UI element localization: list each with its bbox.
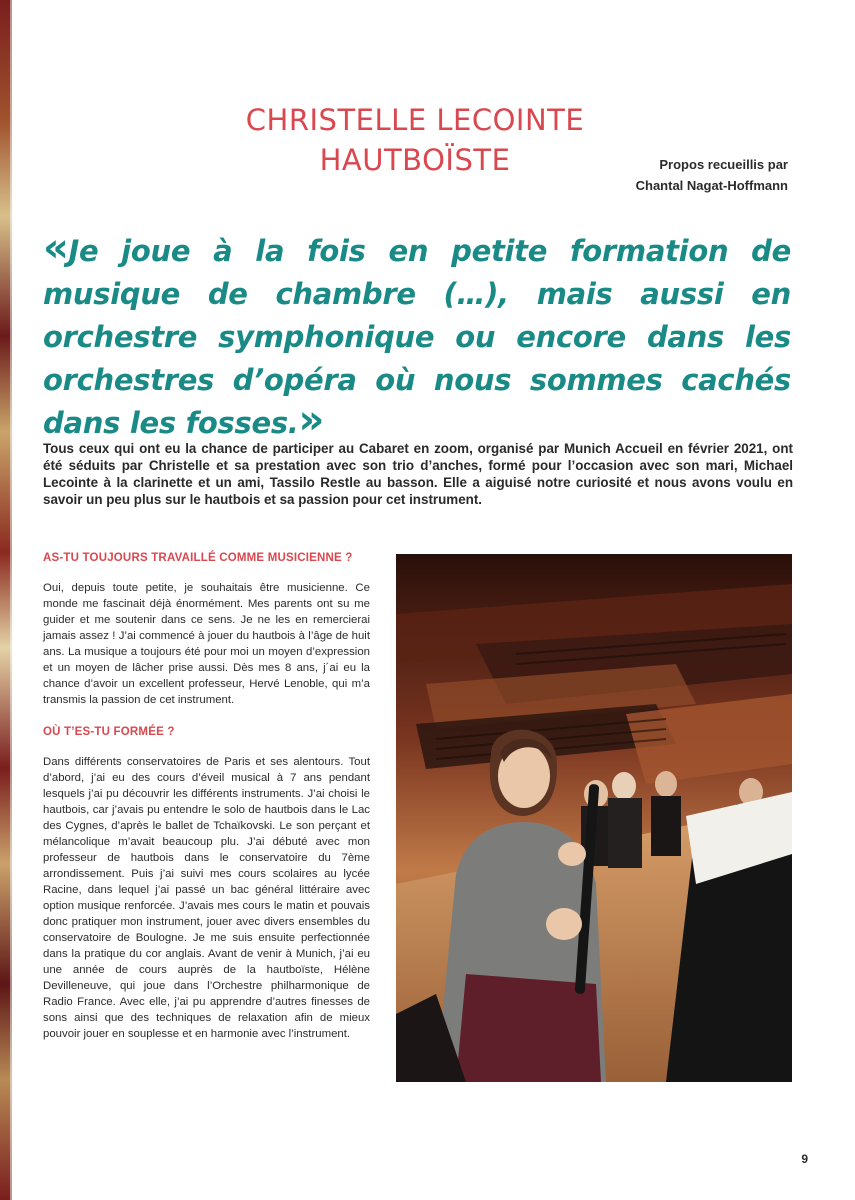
title-line-name: CHRISTELLE LECOINTE [245,103,585,137]
credit-line-1: Propos recueillis par [659,157,788,172]
question-1-heading: AS-TU TOUJOURS TRAVAILLÉ COMME MUSICIENNE ? [43,552,353,564]
concert-hall-illustration [396,554,792,1082]
interview-column [43,550,370,1054]
page-number: 9 [801,1152,808,1166]
pull-quote [43,225,791,445]
author-credit [636,154,788,196]
quote-close-mark: » [298,397,325,443]
answer-2-paragraph: Dans différents conservatoires de Paris et ses alentours. Tout d’abord, j’ai eu des cours d’éveil musical à 7 ans pendant lesquels j’ai pu découvrir les différents instruments. J’ai choisi le hautbois, car j’avais pu entendre le solo de hautbois dans le Lac des Cygnes, d’après le ballet de Tchaïkovski. Le son perçant et mélancolique m’avait beaucoup plu. J’ai débuté avec mon professeur de hautbois dans le conservatoire du 7ème arrondissement. Puis j’ai suivi mes cours scolaires au lycée Racine, dans lequel j’ai passé un bac général littéraire avec option musique renforcée. J’avais mes cours le matin et pouvais donc pratiquer mon instrument, jouer avec divers ensembles du conservatoire de Boulogne. Je me suis ensuite perfectionnée dans la pratique du cor anglais. Avant de venir à Munich, j’ai eu une année de cours auprès de la hautboïste, Hélène Devilleneuve, qui joue dans l’Orchestre philharmonique de Radio France. Avec elle, j’ai pu apprendre d’autres finesses de sons ainsi que des techniques de relaxation afin de mieux pouvoir jouer en souplesse et en harmonie avec l’instrument. [43,756,370,1040]
article-title [230,100,600,180]
intro-paragraph: Tous ceux qui ont eu la chance de participer au Cabaret en zoom, organisé par Munich Accueil en février 2021, ont été séduits par Christelle et sa prestation avec son trio d’anches, formé pour l’occasion avec son mari, Michael Lecointe à la clarinette et un ami, Tassilo Restle au basson. Elle a aiguisé notre curiosité et nous avons voulu en savoir un peu plus sur le hautbois et sa passion pour cet instrument. [43,441,793,507]
decorative-edge-strip [0,0,12,1200]
question-2-heading: OÙ T’ES-TU FORMÉE ? [43,726,175,738]
answer-1-paragraph: Oui, depuis toute petite, je souhaitais être musicienne. Ce monde me fascinait déjà énormément. Mes parents ont su me guider et me soutenir dans ce sens. Je ne les en remercierai jamais assez ! J’ai commencé à jouer du hautbois à l’âge de huit ans. La musique a toujours été pour moi un moyen d’expression et un moyen de lâcher prise aussi. Dès mes 8 ans, j´ai eu la chance d’avoir un excellent professeur, Hervé Lenoble, qui m’a transmis la passion de cet instrument. [43,582,370,706]
quote-text: Je joue à la fois en petite formation de musique de chambre (…), mais aussi en orchestre symphonique ou encore dans les orchestres d’opéra où nous sommes cachés dans les fosses. [43,234,791,440]
credit-line-2: Chantal Nagat-Hoffmann [635,178,788,193]
quote-open-mark: « [43,225,69,271]
musician-photo [396,554,792,1082]
title-line-role: HAUTBOÏSTE [319,143,511,177]
